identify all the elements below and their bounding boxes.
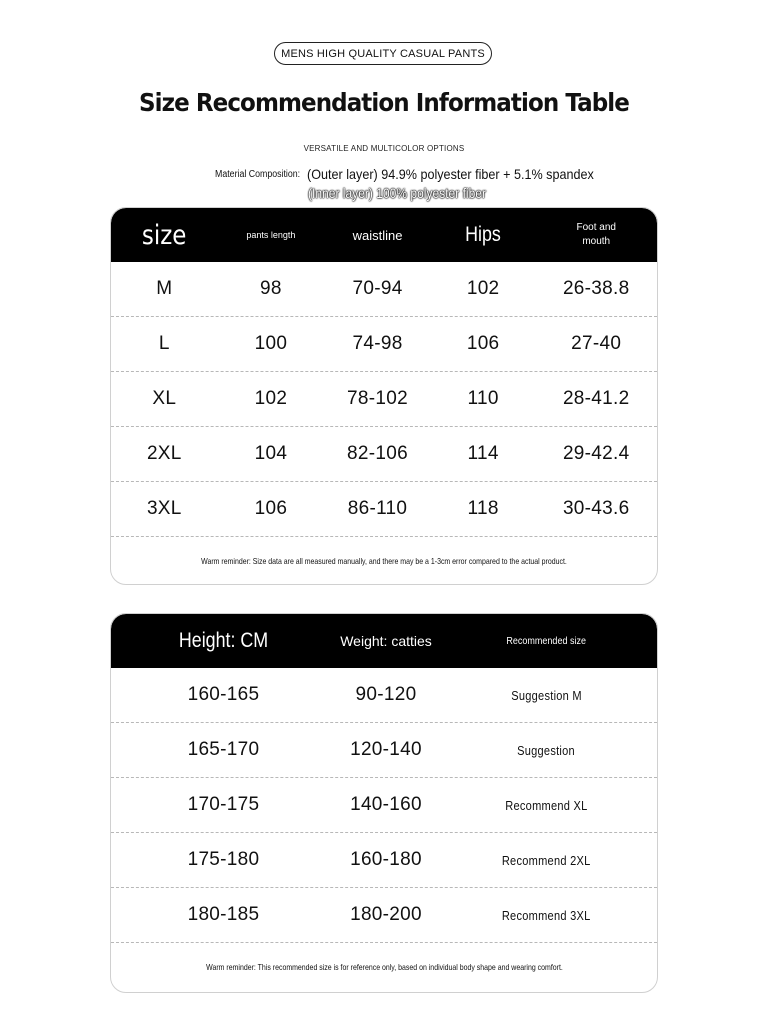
table-row: [111, 778, 657, 833]
foot-mouth-cell: 29-42.4: [562, 443, 630, 464]
header-hips: Hips: [465, 223, 501, 246]
waistline-cell: 74-98: [352, 333, 403, 354]
waistline-cell: 82-106: [347, 443, 408, 464]
table-row: [111, 427, 657, 482]
pants-length-cell: 102: [254, 388, 288, 409]
table-row: [111, 723, 657, 778]
table-row: [111, 888, 657, 943]
table-row: [111, 833, 657, 888]
foot-mouth-cell: 28-41.2: [562, 388, 630, 409]
weight-cell: 120-140: [350, 739, 422, 760]
table-row: [111, 262, 657, 317]
page-subtitle: VERSATILE AND MULTICOLOR OPTIONS: [303, 144, 465, 153]
height-cell: 175-180: [187, 849, 260, 870]
size-cell: 3XL: [146, 498, 182, 519]
header-recommended-size: Recommended size: [506, 635, 587, 647]
header-size: size: [142, 219, 187, 251]
recommended-size-cell: Suggestion M: [511, 687, 582, 703]
foot-mouth-cell: 27-40: [571, 333, 622, 354]
hips-cell: 106: [466, 333, 500, 354]
header-height: Height: CM: [178, 629, 269, 652]
waistline-cell: 70-94: [352, 278, 403, 299]
height-cell: 170-175: [187, 794, 260, 815]
product-badge: MENS HIGH QUALITY CASUAL PANTS: [274, 42, 492, 65]
header-waistline: waistline: [352, 227, 403, 243]
table-row: [111, 482, 657, 537]
table-row: [111, 317, 657, 372]
table-row: [111, 668, 657, 723]
weight-cell: 160-180: [350, 849, 422, 870]
material-inner-layer: (Inner layer) 100% polyester fiber: [308, 185, 487, 201]
weight-cell: 90-120: [355, 684, 417, 705]
weight-cell: 180-200: [350, 904, 422, 925]
material-outer-layer: (Outer layer) 94.9% polyester fiber + 5.1% spandex: [307, 166, 594, 182]
hips-cell: 110: [467, 388, 499, 409]
size-table: [110, 207, 658, 585]
pants-length-cell: 98: [260, 278, 282, 299]
header-weight: Weight: catties: [340, 633, 432, 649]
waistline-cell: 86-110: [347, 498, 408, 519]
pants-length-cell: 100: [254, 333, 288, 354]
pants-length-cell: 104: [254, 443, 288, 464]
recommended-size-cell: Recommend 2XL: [502, 852, 591, 868]
recommended-size-cell: Suggestion: [517, 742, 576, 758]
hips-cell: 114: [467, 443, 499, 464]
recommendation-table: [110, 613, 658, 993]
hips-cell: 102: [466, 278, 500, 299]
height-cell: 160-165: [187, 684, 260, 705]
size-table-reminder: Warm reminder: Size data are all measured manually, and there may be a 1-3cm error compared to the actual product.: [201, 556, 567, 566]
hips-cell: 118: [467, 498, 499, 519]
size-cell: 2XL: [146, 443, 182, 464]
foot-mouth-cell: 26-38.8: [562, 278, 630, 299]
page-title: Size Recommendation Information Table: [139, 88, 629, 117]
header-pants-length: pants length: [246, 230, 296, 240]
size-cell: XL: [152, 388, 177, 409]
recommendation-table-header: [111, 614, 657, 668]
height-cell: 180-185: [187, 904, 260, 925]
recommended-size-cell: Recommend XL: [505, 797, 588, 813]
header-foot-and-mouth: Foot and mouth: [576, 222, 616, 247]
height-cell: 165-170: [187, 739, 260, 760]
size-cell: M: [156, 278, 173, 299]
weight-cell: 140-160: [350, 794, 422, 815]
recommended-size-cell: Recommend 3XL: [502, 907, 591, 923]
table-row: [111, 372, 657, 427]
recommendation-reminder: Warm reminder: This recommended size is for reference only, based on individual body shape and wearing comfort.: [205, 962, 563, 972]
size-cell: L: [158, 333, 170, 354]
size-table-header: [111, 208, 657, 262]
material-label: Material Composition:: [215, 169, 301, 180]
pants-length-cell: 106: [254, 498, 288, 519]
waistline-cell: 78-102: [347, 388, 408, 409]
foot-mouth-cell: 30-43.6: [562, 498, 630, 519]
